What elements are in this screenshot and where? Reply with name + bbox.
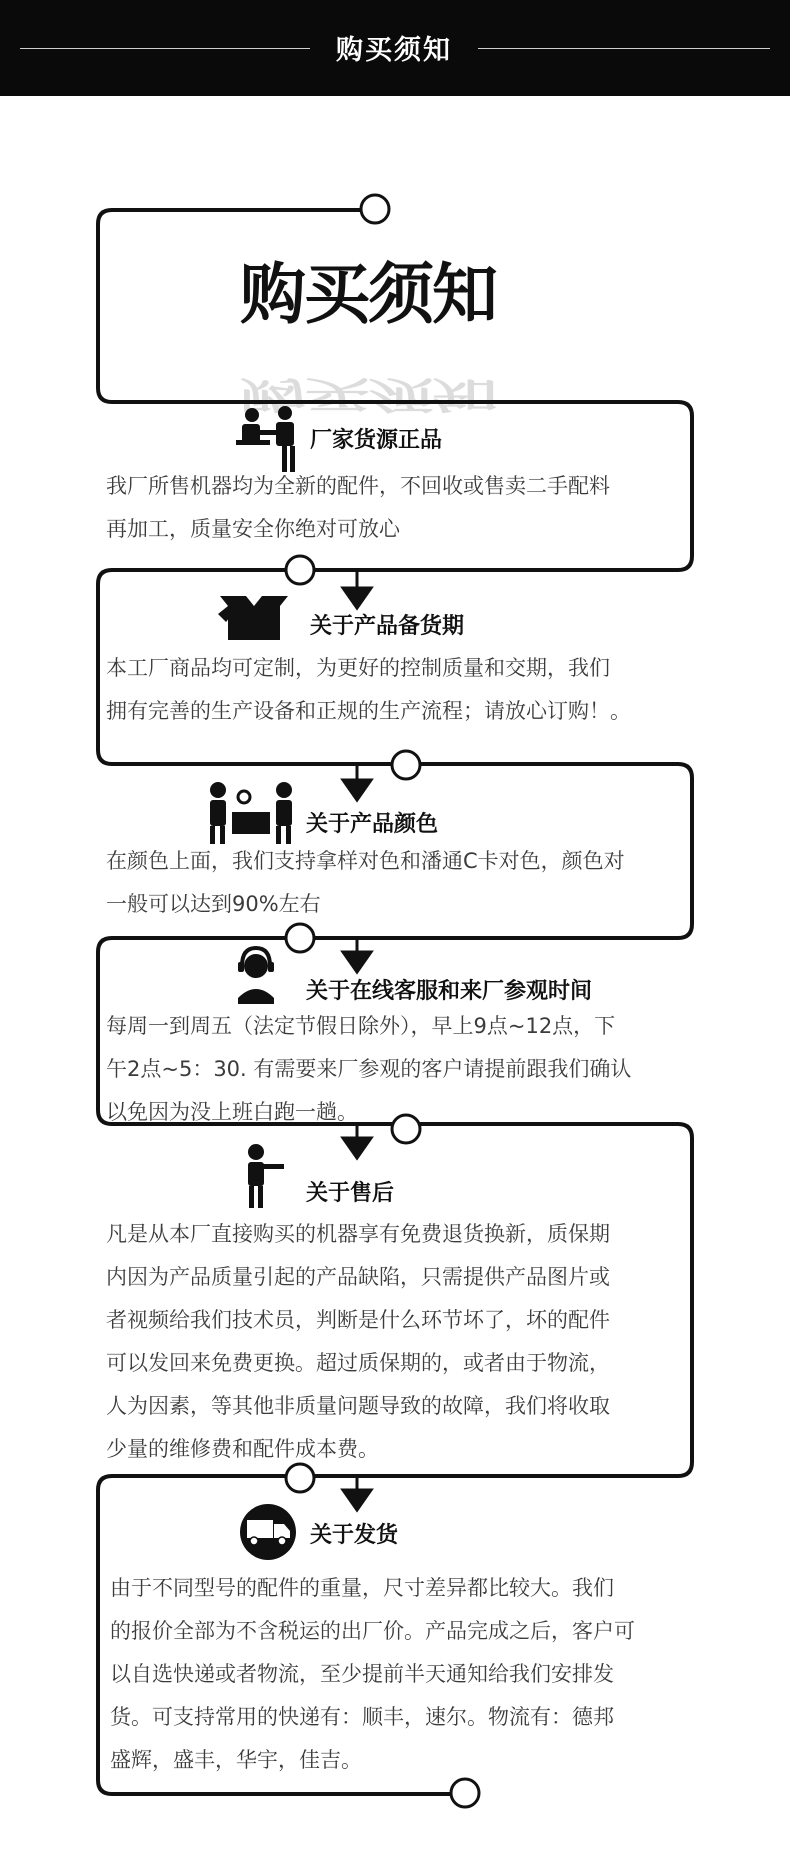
down-arrow-3	[343, 938, 371, 972]
section-title-4: 关于在线客服和来厂参观时间	[306, 979, 593, 1004]
inspect-package-icon	[210, 782, 292, 844]
connector-dot	[286, 924, 314, 952]
section-body-2	[106, 647, 631, 733]
section-line: 凡是从本厂直接购买的机器享有免费退货换新，质保期	[106, 1222, 610, 1246]
section-body-5	[106, 1213, 610, 1471]
section-line: 少量的维修费和配件成本费。	[106, 1437, 379, 1461]
section-title-2: 关于产品备货期	[310, 614, 465, 639]
section-line: 在颜色上面，我们支持拿样对色和潘通C卡对色，颜色对	[106, 849, 625, 873]
header-title: 购买须知	[336, 35, 452, 66]
section-body-4	[106, 1005, 631, 1134]
section-line: 者视频给我们技术员，判断是什么环节坏了，坏的配件	[106, 1308, 610, 1332]
section-line: 每周一到周五（法定节假日除外），早上9点~12点，下	[106, 1014, 616, 1038]
section-line: 由于不同型号的配件的重量，尺寸差异都比较大。我们	[110, 1576, 614, 1600]
handshake-people-icon	[236, 406, 295, 472]
delivery-truck-icon	[240, 1504, 296, 1560]
section-line: 人为因素，等其他非质量问题导致的故障，我们将收取	[106, 1394, 610, 1418]
section-line: 内因为产品质量引起的产品缺陷，只需提供产品图片或	[106, 1265, 610, 1289]
section-line: 可以发回来免费更换。超过质保期的，或者由于物流，	[106, 1351, 610, 1375]
section-line: 午2点~5：30. 有需要来厂参观的客户请提前跟我们确认	[106, 1057, 632, 1081]
connector-dot	[286, 556, 314, 584]
main-title-reflection: 购买须知	[240, 373, 496, 416]
connector-dot	[361, 195, 389, 223]
connector-dot	[392, 751, 420, 779]
section-line: 盛辉，盛丰，华宇，佳吉。	[110, 1748, 362, 1772]
down-arrow-2	[343, 764, 371, 800]
section-line: 以自选快递或者物流，至少提前半天通知给我们安排发	[110, 1662, 614, 1686]
section-line: 货。可支持常用的快递有：顺丰，速尔。物流有：德邦	[110, 1705, 614, 1729]
open-box-icon	[218, 596, 288, 640]
down-arrow-1	[343, 570, 371, 608]
down-arrow-5	[343, 1476, 371, 1510]
section-title-3: 关于产品颜色	[306, 812, 439, 837]
section-line: 的报价全部为不含税运的出厂价。产品完成之后，客户可	[110, 1619, 635, 1643]
section-line: 本工厂商品均可定制，为更好的控制质量和交期，我们	[106, 656, 610, 680]
connector-dot	[451, 1779, 479, 1807]
headset-agent-icon	[238, 948, 274, 1004]
section-line: 一般可以达到90%左右	[106, 892, 321, 916]
section-line: 拥有完善的生产设备和正规的生产流程；请放心订购！。	[106, 699, 631, 723]
section-title-6: 关于发货	[310, 1523, 399, 1548]
support-person-icon	[248, 1144, 284, 1208]
section-title-5: 关于售后	[306, 1181, 395, 1206]
section-line: 我厂所售机器均为全新的配件，不回收或售卖二手配料	[106, 474, 610, 498]
section-body-6	[110, 1567, 635, 1782]
section-line: 再加工，质量安全你绝对可放心	[106, 517, 400, 541]
main-title: 购买须知	[240, 256, 496, 333]
section-title-1: 厂家货源正品	[310, 428, 443, 453]
section-body-1	[106, 465, 610, 551]
section-line: 以免因为没上班白跑一趟。	[106, 1100, 358, 1124]
section-body-3	[106, 840, 625, 926]
